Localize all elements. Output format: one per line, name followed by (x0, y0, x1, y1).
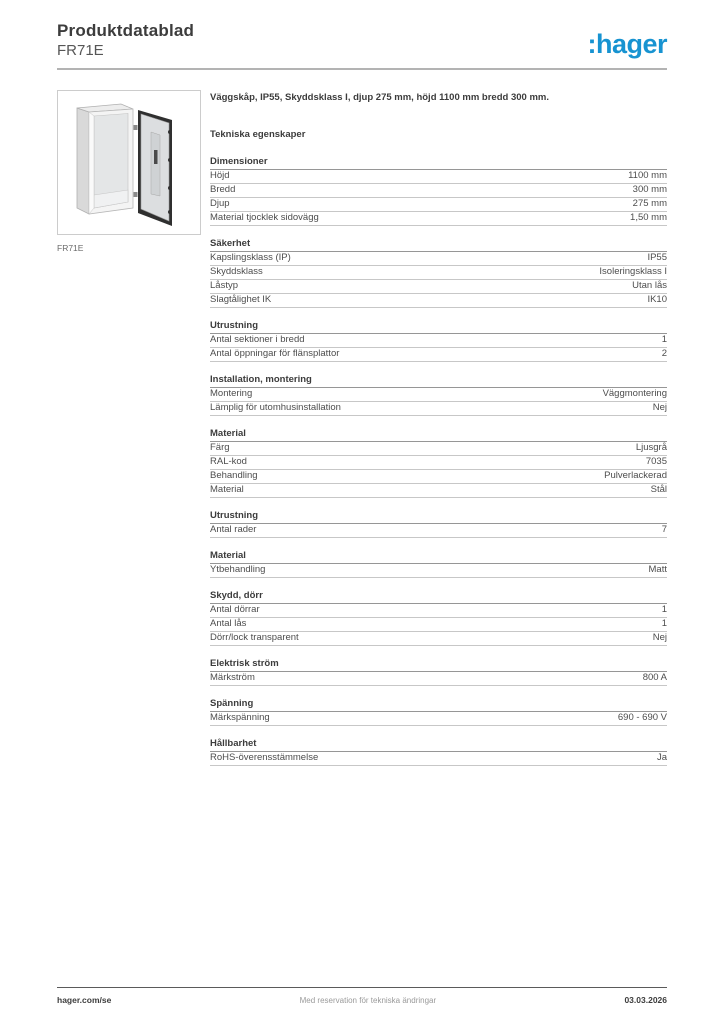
spec-section-rows (210, 712, 667, 726)
spec-row (210, 198, 667, 212)
spec-row-value: 690 - 690 V (617, 712, 667, 723)
spec-row (210, 672, 667, 686)
spec-row (210, 348, 667, 362)
spec-section (210, 591, 667, 646)
spec-row (210, 334, 667, 348)
spec-section-title: Skydd, dörr (210, 591, 667, 604)
hager-logo: :hager (587, 29, 667, 59)
spec-row (210, 604, 667, 618)
spec-row-label: Höjd (210, 170, 230, 181)
spec-row (210, 632, 667, 646)
spec-row-label: Antal lås (210, 618, 247, 629)
spec-row-label: Djup (210, 198, 230, 209)
spec-row-value: Utan lås (632, 280, 667, 291)
product-image-caption: FR71E (57, 243, 84, 253)
spec-row-value: Ljusgrå (635, 442, 667, 453)
spec-section-rows (210, 334, 667, 362)
spec-section-rows (210, 388, 667, 416)
spec-row-value: 1 (661, 604, 667, 615)
spec-row (210, 564, 667, 578)
spec-row (210, 170, 667, 184)
spec-row-label: Bredd (210, 184, 236, 195)
spec-row (210, 712, 667, 726)
spec-row (210, 456, 667, 470)
spec-row-label: Låstyp (210, 280, 238, 291)
footer-disclaimer: Med reservation för tekniska ändringar (299, 996, 437, 1005)
header-titles (57, 20, 194, 60)
spec-row (210, 388, 667, 402)
tech-properties-title: Tekniska egenskaper (210, 129, 306, 140)
spec-section-rows (210, 170, 667, 226)
spec-section-title: Material (210, 429, 667, 442)
spec-row-value: IP55 (647, 252, 667, 263)
spec-section-title: Utrustning (210, 321, 667, 334)
spec-row-label: Antal dörrar (210, 604, 260, 615)
spec-row (210, 484, 667, 498)
header-divider (57, 68, 667, 70)
spec-row-value: Väggmontering (602, 388, 667, 399)
spec-row-value: 1100 mm (628, 170, 667, 181)
spec-section-rows (210, 564, 667, 578)
spec-row-value: 1 (661, 334, 667, 345)
spec-row-label: Behandling (210, 470, 258, 481)
spec-section-rows (210, 524, 667, 538)
spec-row (210, 280, 667, 294)
spec-section-title: Dimensioner (210, 157, 667, 170)
spec-section-rows (210, 752, 667, 766)
page-header (57, 20, 667, 64)
footer-website-link[interactable]: hager.com/se (57, 995, 112, 1005)
spec-row-label: Dörr/lock transparent (210, 632, 299, 643)
product-description: Väggskåp, IP55, Skyddsklass I, djup 275 mm, höjd 1100 mm bredd 300 mm. (210, 92, 549, 103)
spec-row-label: Montering (210, 388, 253, 399)
spec-section-title: Hållbarhet (210, 739, 667, 752)
spec-section (210, 659, 667, 686)
spec-row-value: 275 mm (632, 198, 667, 209)
spec-row-value: Stål (650, 484, 667, 495)
spec-row-value: Nej (652, 402, 667, 413)
spec-section-rows (210, 604, 667, 646)
spec-row-label: Ytbehandling (210, 564, 266, 575)
spec-row-value: Nej (652, 632, 667, 643)
spec-row-value: 7035 (645, 456, 667, 467)
spec-section (210, 511, 667, 538)
spec-row-value: Ja (656, 752, 667, 763)
spec-section (210, 739, 667, 766)
spec-row (210, 618, 667, 632)
spec-section (210, 375, 667, 416)
spec-row-value: IK10 (647, 294, 667, 305)
spec-section (210, 157, 667, 226)
spec-row-value: Matt (648, 564, 667, 575)
spec-row-label: Skyddsklass (210, 266, 263, 277)
spec-section (210, 429, 667, 498)
cabinet-illustration (59, 92, 199, 233)
spec-section-title: Material (210, 551, 667, 564)
spec-row-label: Märkspänning (210, 712, 270, 723)
spec-row-label: RoHS-överensstämmelse (210, 752, 319, 763)
spec-row-label: Lämplig för utomhusinstallation (210, 402, 341, 413)
spec-row-label: RAL-kod (210, 456, 247, 467)
spec-row-value: 1 (661, 618, 667, 629)
main-content (57, 90, 667, 779)
spec-section-title: Säkerhet (210, 239, 667, 252)
spec-row-value: 800 A (642, 672, 667, 683)
spec-section-rows (210, 672, 667, 686)
spec-row-label: Slagtålighet IK (210, 294, 272, 305)
spec-section-rows (210, 252, 667, 308)
spec-section (210, 551, 667, 578)
spec-section-title: Installation, montering (210, 375, 667, 388)
spec-row (210, 524, 667, 538)
spec-row (210, 470, 667, 484)
spec-section (210, 699, 667, 726)
spec-row (210, 752, 667, 766)
spec-row (210, 184, 667, 198)
spec-column (210, 90, 667, 779)
spec-row (210, 294, 667, 308)
spec-section (210, 239, 667, 308)
spec-section-rows (210, 442, 667, 498)
spec-row-value: Pulverlackerad (604, 470, 667, 481)
spec-row-label: Märkström (210, 672, 255, 683)
spec-row-label: Antal sektioner i bredd (210, 334, 305, 345)
spec-row-value: 1,50 mm (630, 212, 667, 223)
spec-row-label: Kapslingsklass (IP) (210, 252, 291, 263)
spec-row-label: Antal rader (210, 524, 257, 535)
spec-row-value: Isoleringsklass I (599, 266, 667, 277)
product-image (57, 90, 201, 235)
spec-row (210, 252, 667, 266)
product-code: FR71E (57, 42, 104, 59)
spec-row-label: Antal öppningar för flänsplattor (210, 348, 340, 359)
spec-section-title: Spänning (210, 699, 667, 712)
spec-row (210, 212, 667, 226)
page-footer (57, 995, 667, 1005)
spec-row (210, 402, 667, 416)
spec-row-value: 2 (661, 348, 667, 359)
spec-row-label: Material (210, 484, 244, 495)
spec-row-value: 300 mm (632, 184, 667, 195)
footer-divider (57, 987, 667, 988)
document-title: Produktdatablad (57, 21, 195, 40)
spec-section (210, 321, 667, 362)
spec-section-title: Utrustning (210, 511, 667, 524)
spec-row (210, 266, 667, 280)
spec-row-label: Färg (210, 442, 230, 453)
spec-sections (210, 157, 667, 766)
footer-date: 03.03.2026 (624, 995, 667, 1005)
spec-row-label: Material tjocklek sidovägg (210, 212, 319, 223)
product-image-column (57, 90, 201, 779)
spec-section-title: Elektrisk ström (210, 659, 667, 672)
spec-row (210, 442, 667, 456)
spec-row-value: 7 (661, 524, 667, 535)
